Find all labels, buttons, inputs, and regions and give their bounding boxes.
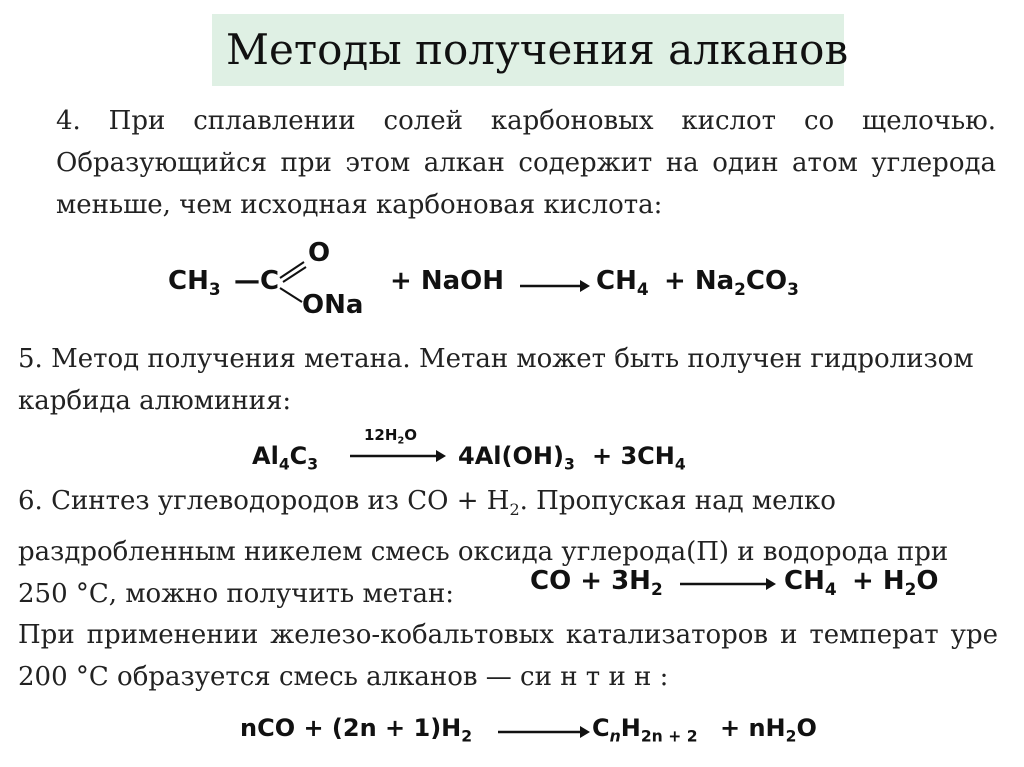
eq2-arrow [350,448,446,464]
eq1-na2co3: + Na [664,266,735,296]
eq3-arrow [680,576,776,592]
page-title: Методы получения алканов [226,25,849,74]
eq1-naoh: + NaOH [390,266,505,296]
eq2-al4c3: Al [252,442,279,470]
eq2-product2: + 3CH [592,442,675,470]
section-4-text: 4. При сплавлении солей карбоновых кислот со щелочью. Образующийся при этом алкан содержит на один атом углерода меньше, чем исходная карбоновая кислота: [56,106,996,220]
eq2-condition: 12H [364,426,398,444]
section-6-text: 6. Синтез углеводородов из СО + $Н_2$. Пропуская над мелко раздробленным никелем смесь оксида углерода(П) и водорода при 250 °С, можно получить метан: [18,486,949,610]
eq4-water: + nH [720,714,786,742]
eq1-oxygen: O [308,238,331,268]
eq1-ona: ONa [302,290,364,320]
eq4-arrow [498,724,590,740]
eq1-ch3: CH [168,266,209,296]
section-5-text: 5. Метод получения метана. Метан может быть получен гидролизом карбида алюминия: [18,344,974,416]
eq1-ch4: CH [596,266,637,296]
eq1-arrow [520,276,590,296]
eq4-alkane: C [592,714,610,742]
eq3-reactants: CO + 3H [530,566,651,596]
section-7-text: При применении железо-кобальтовых катализаторов и температ уре 200 °С образуется смесь алканов — си н т и н : [18,620,998,692]
eq2-product1: 4Al(OH) [458,442,564,470]
eq4-reactants: nCO + (2n + 1)H [240,714,462,742]
eq1-carbon: —C [234,266,280,296]
eq3-ch4: CH [784,566,825,596]
eq3-h2o: + H [852,566,905,596]
